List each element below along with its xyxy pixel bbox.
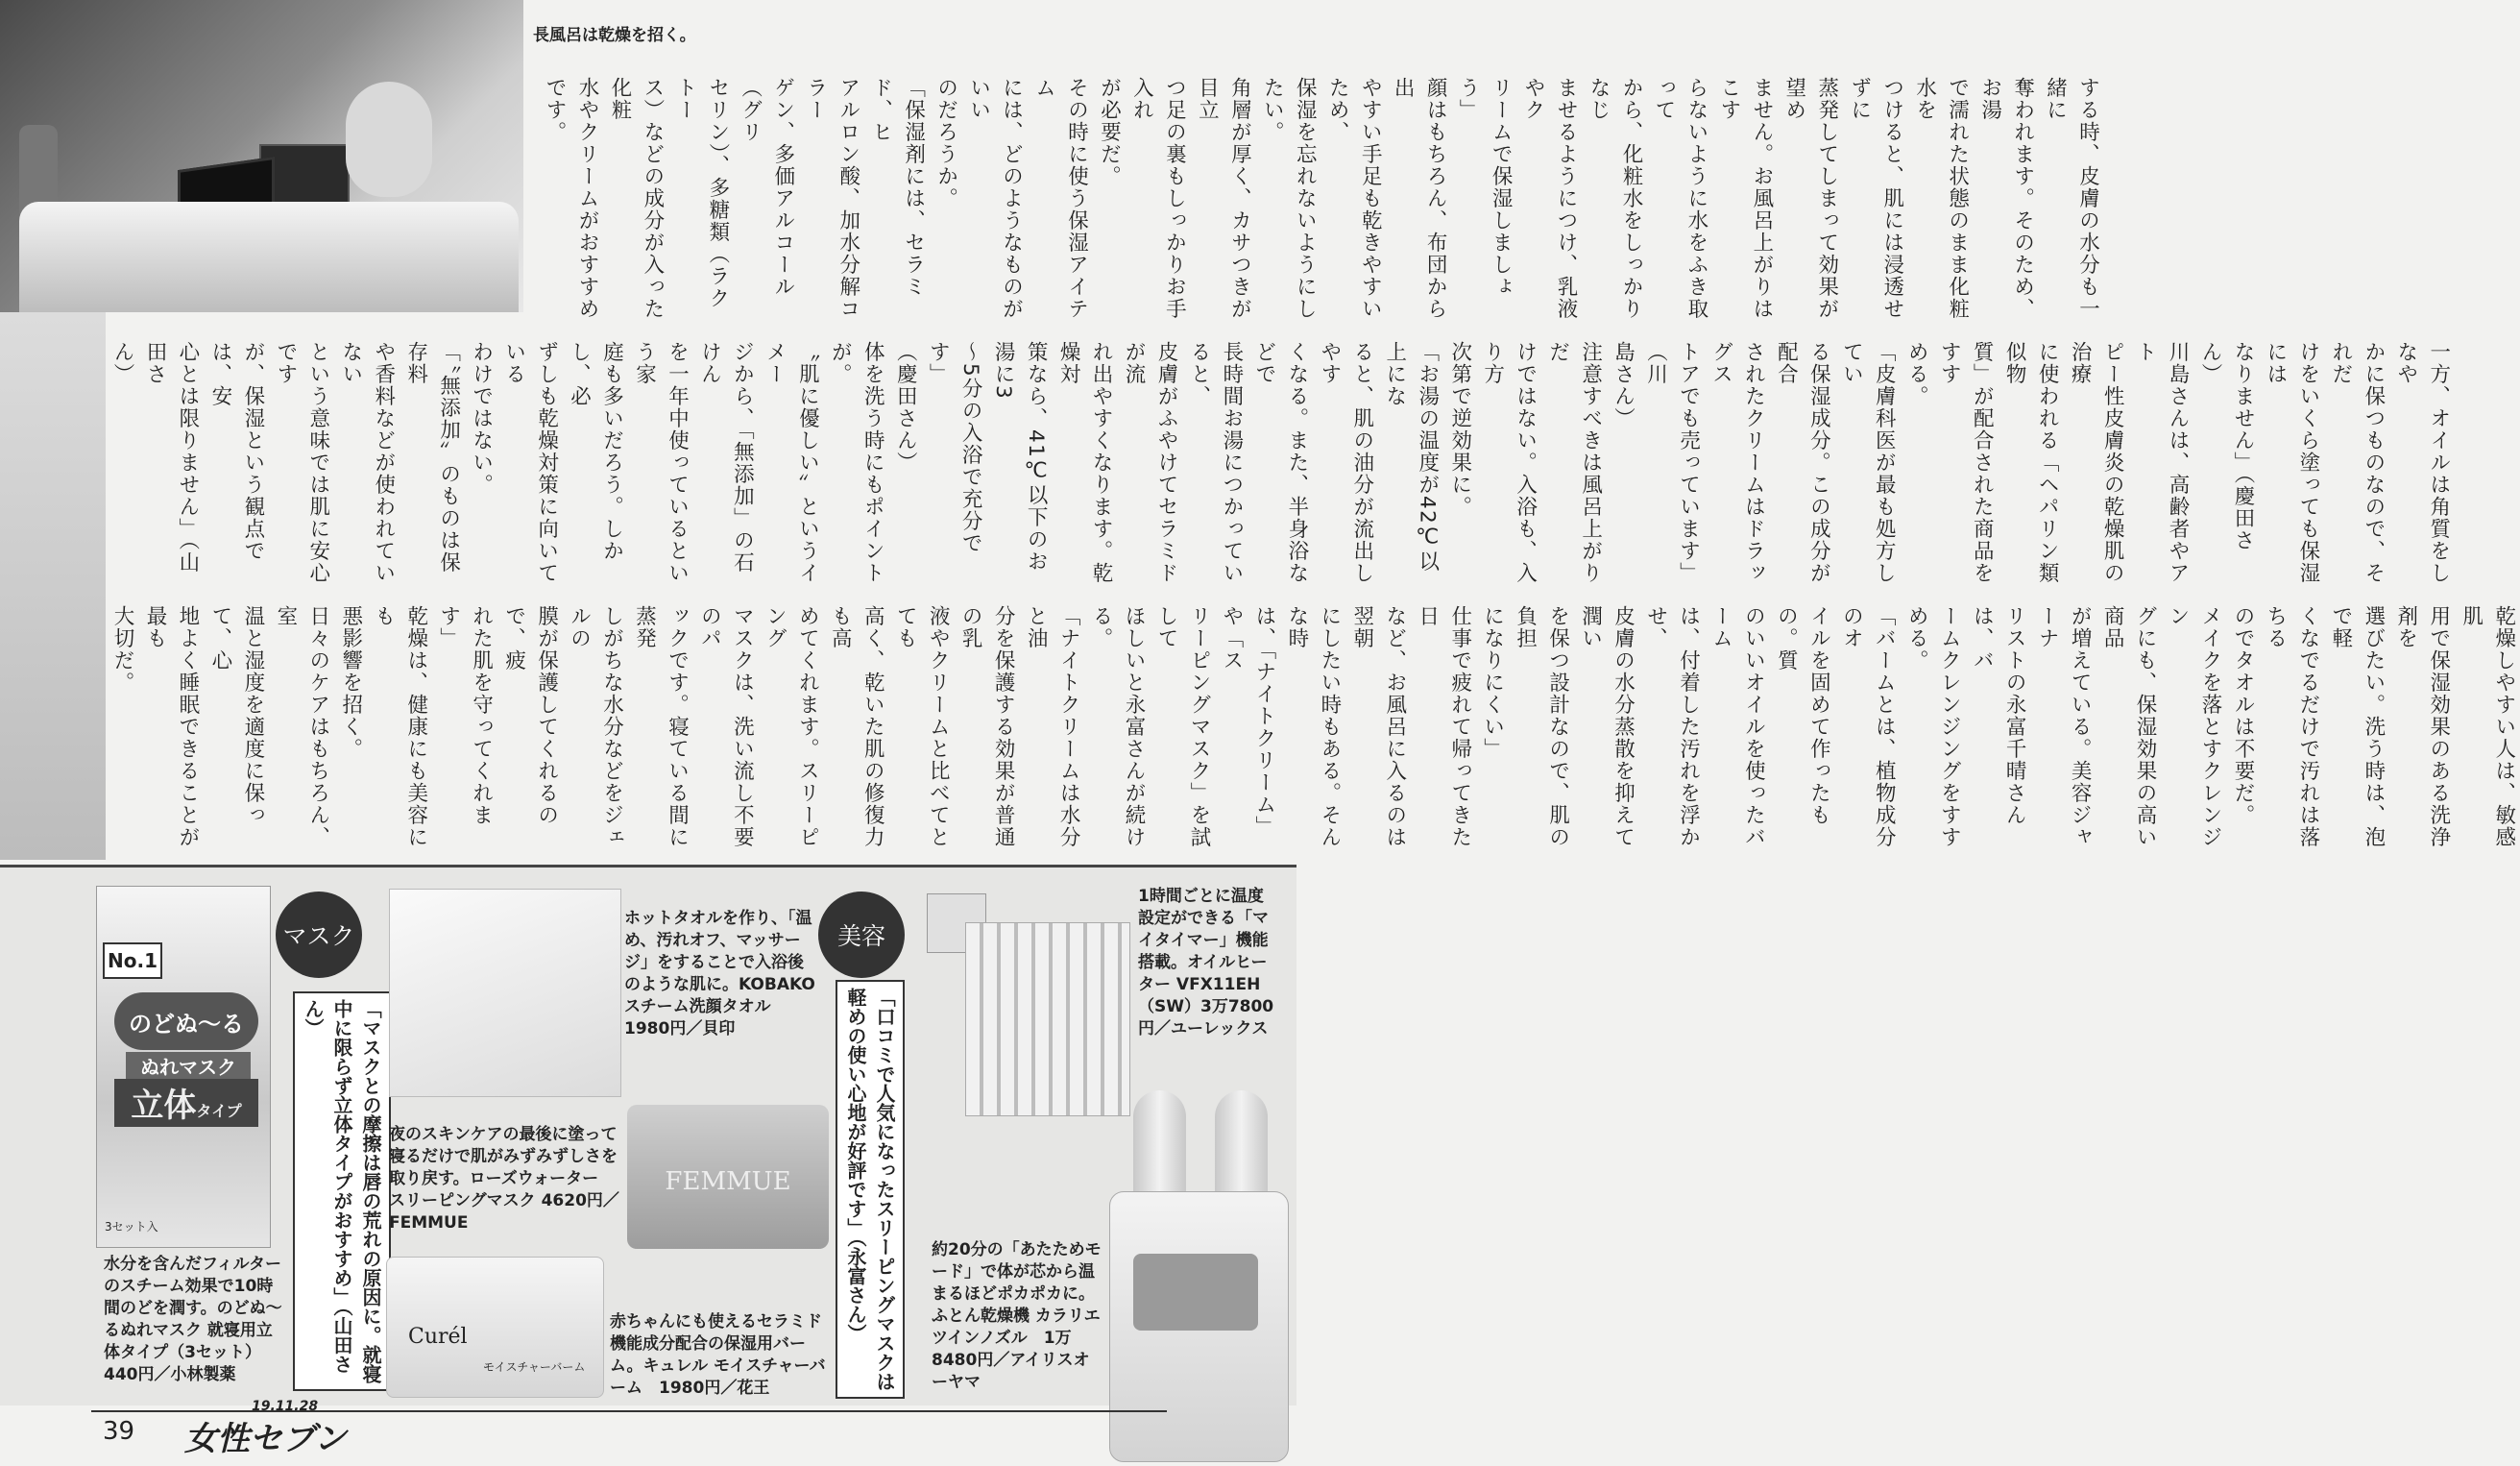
text-line: 「バームとは、植物成分のオ: [1839, 605, 1897, 848]
text-line: リストの永富千晴さんは、バ: [1970, 605, 2027, 826]
text-line: わけではない。: [469, 341, 494, 496]
text-line: ません。お風呂上がりはこす: [1716, 77, 1774, 320]
text-line: など、お風呂に入るのは翌朝: [1349, 605, 1407, 848]
issue-date: 19.11.28: [252, 1399, 319, 1414]
text-line: れた肌を守ってくれます」: [436, 605, 494, 826]
text-line: 皮膚がふやけてセラミドが流: [1122, 341, 1178, 584]
text-line: 地よく睡眠できることが最も: [142, 605, 200, 848]
text-line: 蒸発してしまって効果が望め: [1781, 77, 1839, 320]
text-line: つけると、肌には浸透せずに: [1847, 77, 1904, 320]
text-line: しがちな水分などをジェルの: [567, 605, 624, 848]
text-line: 「お湯の温度が42℃以上にな: [1382, 341, 1440, 573]
text-line: らないように水をふき取って: [1651, 77, 1708, 320]
top-text-block: [538, 77, 2104, 322]
curel-balm: [386, 1257, 604, 1398]
text-line: 用で保湿効果のある洗浄剤を: [2393, 605, 2451, 848]
mask-label-badge: マスク: [276, 892, 362, 978]
text-line: ほしいと永富さんが続ける。: [1089, 605, 1146, 848]
text-line: けではない。入浴も、入り方: [1480, 341, 1538, 584]
text-line: 川島さんは、高齢者やアト: [2133, 341, 2190, 584]
text-line: （慶田さん）: [893, 341, 918, 474]
text-line: 一方、オイルは角質をしなや: [2393, 341, 2451, 584]
text-line: 選びたい。洗う時は、泡で軽: [2328, 605, 2386, 848]
text-line: 次第で逆効果に。: [1447, 341, 1472, 518]
text-line: 「〝無添加〟のものは保存料: [403, 341, 461, 574]
text-line: 〝肌に優しい〟というイメー: [763, 341, 820, 584]
text-line: 「保湿剤には、セラミド、ヒ: [868, 77, 926, 298]
text-line: 島さん）: [1611, 341, 1636, 429]
woman-head-shape: [346, 82, 432, 197]
towel-text: ホットタオルを作り、「温め、汚れオフ、マッサージ」をすることで入浴後のような肌に。KOBAKO スチーム洗顔タオル 1980円／貝印: [624, 909, 815, 1038]
text-line: 乾燥しやすい人は、敏感肌: [2459, 605, 2516, 848]
text-line: や香料などが使われていない: [338, 341, 396, 584]
text-line: されたクリームはドラッグス: [1708, 341, 1766, 584]
text-line: ～5分の入浴で充分です」: [926, 341, 983, 555]
text-line: リーピングマスク」を試して: [1153, 605, 1211, 848]
text-line: 高く、乾いた肌の修復力も高: [828, 605, 885, 848]
text-line: 長時間お湯につかっていると、: [1186, 341, 1244, 584]
middle-text-block: [106, 341, 2455, 586]
text-line: ると、肌の油分が流出しやす: [1317, 341, 1374, 584]
package-brand: のどぬ～る: [114, 992, 258, 1050]
text-line: になりにくい」: [1480, 605, 1505, 760]
text-line: 膜が保護してくれるので、疲: [501, 605, 559, 826]
package-type: 立体タイプ: [114, 1079, 258, 1127]
text-line: 乾燥は、健康にも美容にも: [371, 605, 428, 848]
text-line: ームクレンジングをすすめる。: [1904, 605, 1962, 848]
text-line: 庭も多いだろう。しかし、必: [567, 341, 624, 562]
oil-heater: [927, 893, 1133, 1114]
text-line: かに保つものなので、それだ: [2328, 341, 2386, 584]
text-line: やすい手足も乾きやすいため、: [1325, 77, 1383, 320]
femmue-jar: [627, 1105, 829, 1249]
text-line: 注意すべきは風呂上がりだ: [1545, 341, 1603, 584]
magazine-logo: 女性セブン: [184, 1420, 347, 1458]
text-line: のいいオイルを使ったバーム: [1708, 605, 1766, 848]
heater-text: 1時間ごとに温度設定ができる「マイタイマー」機能搭載。オイルヒーター VFX11EH（SW）3万7800円／ユーレックス: [1138, 887, 1274, 1038]
photo-caption: 長風呂は乾燥を招く。: [533, 26, 696, 45]
text-line: 質」が配合された商品をすす: [1937, 341, 1995, 584]
text-line: セリン）、多糖類（ラクトー: [672, 77, 730, 310]
text-line: なりません」（慶田さん）: [2197, 341, 2255, 552]
text-line: 「皮膚科医が最も処方してい: [1839, 341, 1897, 584]
text-line: 仕事で疲れて帰ってきた日: [1415, 605, 1472, 848]
beauty-label-badge: 美容: [818, 892, 905, 978]
dryer-text: 約20分の「あたためモード」で体が芯から温まるほどポカポカに。ふとん乾燥機 カラリエ ツインノズル 1万8480円／アイリスオーヤマ: [932, 1240, 1102, 1392]
text-line: を保つ設計なので、肌の負担: [1513, 605, 1570, 848]
towel-product: [389, 889, 621, 1097]
side-decoration: [0, 312, 106, 860]
text-line: は、付着した汚れを浮かせ、: [1643, 605, 1701, 848]
text-line: する時、皮膚の水分も一緒に: [2043, 77, 2100, 320]
mask-product-text: 水分を含んだフィルターのスチーム効果で10時間のどを潤す。のどぬ～るぬれマスク 就寝用立体タイプ（3セット）440円／小林製薬: [104, 1255, 282, 1384]
text-line: ックです。寝ている間に蒸発: [632, 605, 690, 848]
text-line: 分を保護する効果が普通の乳: [958, 605, 1016, 848]
text-line: 日々のケアはもちろん、室: [273, 605, 330, 848]
text-line: を一年中使っているという家: [632, 341, 690, 584]
text-line: 水やクリームがおすすめです。: [542, 77, 599, 320]
text-line: イルを固めて作ったもの。質: [1774, 605, 1831, 826]
text-line: は、「ナイトクリーム」や「ス: [1219, 605, 1276, 839]
text-line: 保湿を忘れないようにしたい。: [1260, 77, 1318, 320]
text-line: めてくれます。スリーピング: [763, 605, 820, 848]
text-line: 心とは限りません」（山田さ: [142, 341, 200, 574]
balm-brand: Curél: [408, 1325, 468, 1349]
text-line: に使われる「ヘパリン類似物: [2002, 341, 2060, 584]
text-line: ゲン、多価アルコール（グリ: [738, 77, 795, 298]
text-line: 体を洗う時にもポイントが。: [828, 341, 885, 584]
text-line: で濡れた状態のまま化粧水を: [1912, 77, 1970, 320]
text-line: ん）: [109, 341, 134, 385]
text-line: けをいくら塗っても保湿には: [2263, 341, 2320, 584]
text-line: マスクは、洗い流し不要のパ: [697, 605, 755, 848]
text-line: から、化粧水をしっかりなじ: [1586, 77, 1643, 320]
text-line: が増えている。美容ジャーナ: [2035, 605, 2093, 848]
text-line: トアでも売っています」（川: [1643, 341, 1701, 584]
mask-package: [96, 886, 271, 1248]
text-line: 「ナイトクリームは水分と油: [1024, 605, 1081, 848]
package-sub: ぬれマスク: [126, 1052, 251, 1080]
text-line: ずしも乾燥対策に向いている: [501, 341, 559, 584]
text-line: 液やクリームと比べてとても: [893, 605, 951, 848]
text-line: 悪影響を招く。: [338, 605, 363, 760]
text-line: にしたい時もある。そんな時: [1284, 605, 1342, 848]
no1-badge: No.1: [103, 942, 162, 979]
text-line: 策なら、41℃以下のお湯に3: [991, 341, 1049, 573]
text-line: れ出やすくなります。乾燥対: [1056, 341, 1114, 584]
page-number: 39: [103, 1417, 135, 1446]
text-line: メイクを落とすクレンジン: [2166, 605, 2222, 848]
text-line: のでタオルは不要だ。: [2230, 605, 2255, 826]
night-mask-text: 夜のスキンケアの最後に塗って寝るだけで肌がみずみずしさを取り戻す。ローズウォーター スリーピングマスク 4620円／FEMMUE: [389, 1125, 619, 1233]
balm-label: モイスチャーバーム: [483, 1360, 586, 1374]
balm-text: 赤ちゃんにも使えるセラミド機能成分配合の保湿用バーム。キュレル モイスチャーバーム 1980円／花王: [610, 1312, 826, 1398]
bathtub-shape: [19, 202, 519, 312]
jar-brand: FEMMUE: [665, 1167, 791, 1196]
text-line: ジから、「無添加」の石けん: [697, 341, 755, 574]
mask-quote-box: 「マスクとの摩擦は唇の荒れの原因に。就寝中に限らず立体タイプがおすすめ」（山田さん）: [293, 991, 391, 1391]
text-line: という意味では肌に安心です: [273, 341, 330, 584]
text-line: 角層が厚く、カサつきが目立: [1195, 77, 1252, 320]
text-line: くなる。また、半身浴などで: [1251, 341, 1309, 584]
text-line: める。: [1904, 341, 1929, 407]
text-line: リームで保湿しましょう」: [1456, 77, 1514, 298]
text-line: 皮膚の水分蒸散を抑えて潤い: [1578, 605, 1636, 848]
lower-text-block: [106, 605, 2520, 855]
text-line: ス）などの成分が入った化粧: [607, 77, 665, 320]
text-line: その時に使う保湿アイテム: [1031, 77, 1089, 320]
text-line: には、どのようなものがいい: [966, 77, 1024, 320]
text-line: が、保湿という観点では、安: [207, 341, 265, 562]
package-count: 3セット入: [105, 1220, 158, 1234]
text-line: ませるようにつけ、乳液やク: [1521, 77, 1578, 320]
beauty-quote-box: 「口コミで人気になったスリーピングマスクは軽めの使い心地が好評です」（永富さん）: [836, 980, 905, 1399]
futon-dryer: [1109, 1090, 1292, 1460]
text-line: アルロン酸、加水分解コラー: [803, 77, 860, 320]
text-line: つ足の裏もしっかりお手入れ: [1129, 77, 1187, 320]
text-line: 奪われます。そのため、お湯: [1977, 77, 2035, 320]
text-line: 大切だ。: [109, 605, 134, 694]
bath-photo: [0, 0, 523, 312]
text-line: が必要だ。: [1097, 77, 1122, 187]
text-line: のだろうか。: [933, 77, 958, 209]
text-line: グにも、保湿効果の高い商品: [2100, 605, 2158, 848]
text-line: くなでるだけで汚れは落ちる: [2263, 605, 2320, 848]
text-line: る保湿成分。この成分が配合: [1774, 341, 1831, 584]
text-line: ピー性皮膚炎の乾燥肌の治療: [2068, 341, 2125, 584]
text-line: 温と湿度を適度に保って、心: [207, 605, 265, 826]
text-line: 顔はもちろん、布団から出: [1391, 77, 1448, 320]
